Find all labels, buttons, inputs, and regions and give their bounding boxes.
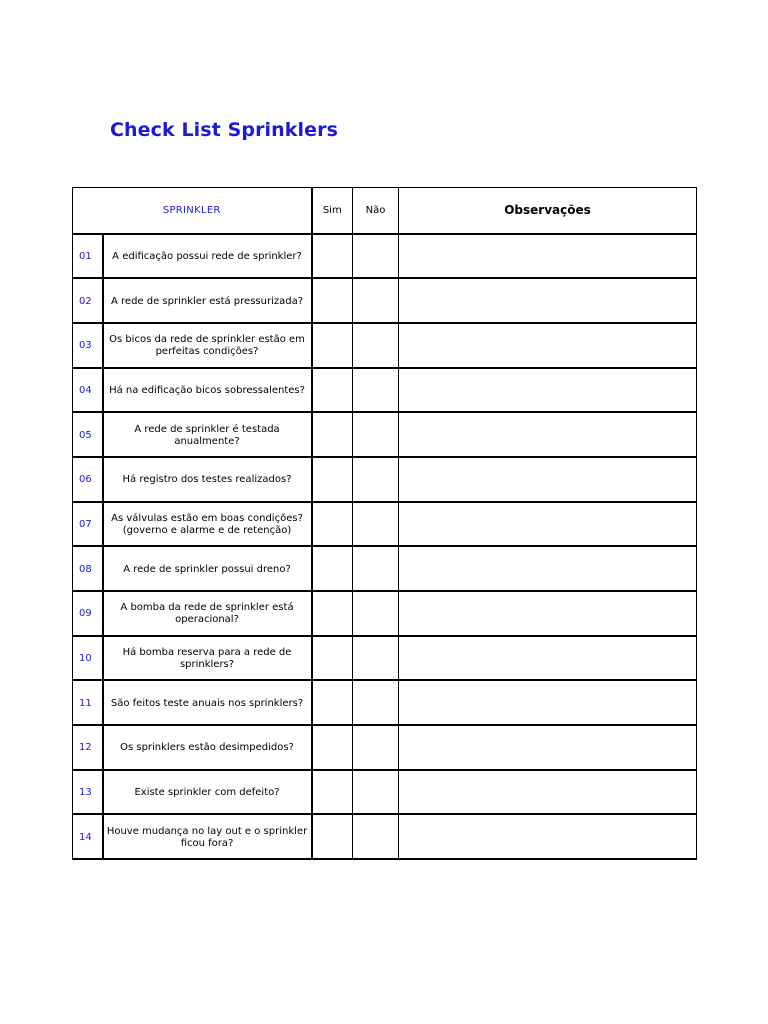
table-row xyxy=(73,412,697,457)
item-number: 07 xyxy=(79,518,92,530)
question-text: As válvulas estão em boas condições? (governo e alarme e de retenção) xyxy=(111,512,303,536)
question-cell xyxy=(103,680,312,725)
question-cell xyxy=(103,546,312,591)
item-number-cell xyxy=(73,770,103,815)
table-row xyxy=(73,725,697,770)
question-cell xyxy=(103,591,312,636)
item-number: 14 xyxy=(79,831,92,843)
observacoes-cell[interactable] xyxy=(399,814,697,859)
answer-nao-cell[interactable] xyxy=(353,234,399,279)
observacoes-cell[interactable] xyxy=(399,368,697,413)
question-text: Há bomba reserva para a rede de sprinklers? xyxy=(122,647,292,671)
item-number-cell xyxy=(73,412,103,457)
answer-nao-cell[interactable] xyxy=(353,412,399,457)
answer-sim-cell[interactable] xyxy=(312,323,353,368)
answer-nao-cell[interactable] xyxy=(353,814,399,859)
observacoes-cell[interactable] xyxy=(399,546,697,591)
question-text: Há registro dos testes realizados? xyxy=(122,474,292,486)
answer-sim-cell[interactable] xyxy=(312,368,353,413)
question-text: Há na edificação bicos sobressalentes? xyxy=(109,384,305,396)
answer-sim-cell[interactable] xyxy=(312,457,353,502)
table-row xyxy=(73,278,697,323)
item-number-cell xyxy=(73,814,103,859)
header-sprinkler: SPRINKLER xyxy=(73,188,312,234)
question-text: São feitos teste anuais nos sprinklers? xyxy=(110,697,304,709)
observacoes-cell[interactable] xyxy=(399,278,697,323)
observacoes-cell[interactable] xyxy=(399,636,697,681)
answer-nao-cell[interactable] xyxy=(353,770,399,815)
answer-nao-cell[interactable] xyxy=(353,368,399,413)
answer-nao-cell[interactable] xyxy=(353,725,399,770)
item-number-cell xyxy=(73,636,103,681)
answer-sim-cell[interactable] xyxy=(312,591,353,636)
answer-nao-cell[interactable] xyxy=(353,457,399,502)
table-row xyxy=(73,546,697,591)
answer-nao-cell[interactable] xyxy=(353,546,399,591)
header-observacoes: Observações xyxy=(399,188,697,234)
table-row xyxy=(73,323,697,368)
table-row xyxy=(73,457,697,502)
item-number: 08 xyxy=(79,563,92,575)
question-text: A rede de sprinkler está pressurizada? xyxy=(111,295,304,307)
answer-sim-cell[interactable] xyxy=(312,502,353,547)
answer-nao-cell[interactable] xyxy=(353,278,399,323)
table-row xyxy=(73,680,697,725)
observacoes-cell[interactable] xyxy=(399,680,697,725)
page-title: Check List Sprinklers xyxy=(110,119,339,141)
item-number: 04 xyxy=(79,384,92,396)
item-number-cell xyxy=(73,502,103,547)
observacoes-cell[interactable] xyxy=(399,412,697,457)
answer-sim-cell[interactable] xyxy=(312,234,353,279)
answer-nao-cell[interactable] xyxy=(353,591,399,636)
question-cell xyxy=(103,457,312,502)
item-number-cell xyxy=(73,591,103,636)
table-row xyxy=(73,502,697,547)
question-text: A bomba da rede de sprinkler está operacional? xyxy=(120,602,294,626)
question-cell xyxy=(103,323,312,368)
table-row xyxy=(73,814,697,859)
item-number: 02 xyxy=(79,295,92,307)
answer-sim-cell[interactable] xyxy=(312,278,353,323)
item-number-cell xyxy=(73,278,103,323)
observacoes-cell[interactable] xyxy=(399,591,697,636)
observacoes-cell[interactable] xyxy=(399,770,697,815)
answer-sim-cell[interactable] xyxy=(312,636,353,681)
question-cell xyxy=(103,234,312,279)
answer-nao-cell[interactable] xyxy=(353,323,399,368)
item-number: 10 xyxy=(79,653,92,665)
item-number-cell xyxy=(73,546,103,591)
item-number: 03 xyxy=(79,340,92,352)
question-text: Houve mudança no lay out e o sprinkler ficou fora? xyxy=(106,825,308,849)
table-header-row xyxy=(73,188,697,234)
question-cell xyxy=(103,770,312,815)
question-text: Existe sprinkler com defeito? xyxy=(134,787,280,799)
item-number: 13 xyxy=(79,787,92,799)
question-text: Os bicos da rede de sprinkler estão em perfeitas condições? xyxy=(109,334,305,358)
header-sim: Sim xyxy=(312,188,353,234)
checklist-table xyxy=(72,187,697,860)
item-number: 05 xyxy=(79,429,92,441)
question-cell xyxy=(103,814,312,859)
answer-nao-cell[interactable] xyxy=(353,680,399,725)
table-row xyxy=(73,636,697,681)
item-number: 11 xyxy=(79,697,92,709)
answer-sim-cell[interactable] xyxy=(312,680,353,725)
question-cell xyxy=(103,412,312,457)
question-cell xyxy=(103,725,312,770)
table-row xyxy=(73,770,697,815)
answer-nao-cell[interactable] xyxy=(353,636,399,681)
observacoes-cell[interactable] xyxy=(399,457,697,502)
table-row xyxy=(73,368,697,413)
item-number-cell xyxy=(73,323,103,368)
item-number: 12 xyxy=(79,742,92,754)
table-row xyxy=(73,591,697,636)
answer-sim-cell[interactable] xyxy=(312,814,353,859)
header-nao: Não xyxy=(353,188,399,234)
observacoes-cell[interactable] xyxy=(399,323,697,368)
question-cell xyxy=(103,636,312,681)
question-cell xyxy=(103,502,312,547)
table-row xyxy=(73,234,697,279)
answer-sim-cell[interactable] xyxy=(312,770,353,815)
item-number: 01 xyxy=(79,250,92,262)
answer-sim-cell[interactable] xyxy=(312,412,353,457)
answer-sim-cell[interactable] xyxy=(312,725,353,770)
item-number: 06 xyxy=(79,474,92,486)
item-number-cell xyxy=(73,725,103,770)
answer-nao-cell[interactable] xyxy=(353,502,399,547)
item-number-cell xyxy=(73,457,103,502)
item-number-cell xyxy=(73,234,103,279)
question-text: A edificação possui rede de sprinkler? xyxy=(112,250,302,262)
item-number: 09 xyxy=(79,608,92,620)
observacoes-cell[interactable] xyxy=(399,234,697,279)
question-text: A rede de sprinkler é testada anualmente? xyxy=(134,423,280,447)
question-cell xyxy=(103,368,312,413)
question-text: Os sprinklers estão desimpedidos? xyxy=(120,742,294,754)
observacoes-cell[interactable] xyxy=(399,725,697,770)
item-number-cell xyxy=(73,680,103,725)
question-text: A rede de sprinkler possui dreno? xyxy=(123,563,291,575)
observacoes-cell[interactable] xyxy=(399,502,697,547)
answer-sim-cell[interactable] xyxy=(312,546,353,591)
question-cell xyxy=(103,278,312,323)
item-number-cell xyxy=(73,368,103,413)
